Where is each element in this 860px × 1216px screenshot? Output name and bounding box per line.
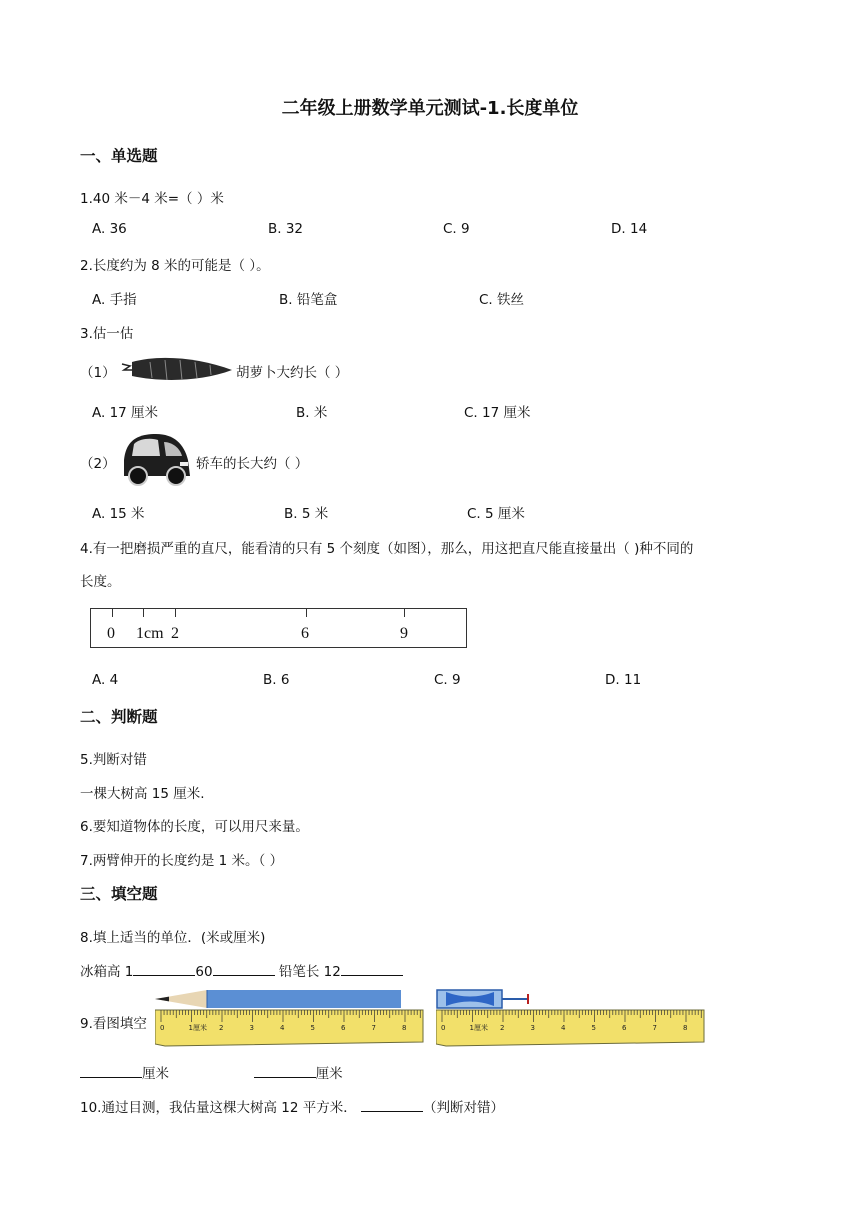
question-4-stem-line1: 4.有一把磨损严重的直尺，能看清的只有 5 个刻度（如图），那么，用这把直尺能直接量出（ )种不同的	[80, 541, 694, 557]
ruler-left	[155, 1008, 425, 1048]
question-2-stem: 2.长度约为 8 米的可能是（ ）。	[80, 258, 270, 274]
ruler-number-label: 7	[371, 1024, 376, 1032]
section-heading-true-false: 二、判断题	[80, 708, 158, 726]
q2-option-a[interactable]: A. 手指	[92, 292, 137, 308]
section-heading-fill-blank: 三、填空题	[80, 885, 158, 903]
question-7-stem: 7.两臂伸开的长度约是 1 米。（ ）	[80, 853, 284, 869]
q3-part1-option-c[interactable]: C. 17 厘米	[464, 405, 531, 421]
pencil-image	[155, 988, 405, 1010]
q4-option-b[interactable]: B. 6	[263, 672, 290, 688]
car-image	[118, 430, 194, 490]
q1-option-a[interactable]: A. 36	[92, 221, 127, 237]
q2-option-c[interactable]: C. 铁丝	[479, 292, 525, 308]
question-1-stem: 1.40 米－4 米=（ ）米	[80, 191, 224, 207]
question-10-suffix: （判断对错）	[423, 1100, 505, 1116]
q9-unit-1: 厘米	[142, 1066, 169, 1082]
q3-part1-number: （1）	[80, 365, 116, 381]
ruler-number-label: 2	[219, 1024, 224, 1032]
question-3-stem: 3.估一估	[80, 326, 134, 342]
ruler-label-1cm: 1cm	[136, 625, 164, 642]
ruler-number-label: 8	[683, 1024, 688, 1032]
connector-image	[436, 988, 532, 1010]
q8-blank-1[interactable]	[133, 963, 195, 976]
q1-option-d[interactable]: D. 14	[611, 221, 648, 237]
ruler-label-2: 2	[171, 625, 179, 642]
q4-option-d[interactable]: D. 11	[605, 672, 642, 688]
section-heading-single-choice: 一、单选题	[80, 147, 158, 165]
question-10-stem: 10.通过目测，我估量这棵大树高 12 平方米．	[80, 1100, 357, 1116]
question-9-stem: 9.看图填空	[80, 1016, 147, 1032]
q8-fridge-value: 60	[195, 964, 213, 980]
ruler-right	[436, 1008, 706, 1048]
ruler-number-label: 1厘米	[469, 1024, 488, 1032]
question-5-text: 一棵大树高 15 厘米.	[80, 786, 205, 802]
ruler-number-label: 4	[280, 1024, 285, 1032]
question-8-stem: 8.填上适当的单位．(米或厘米)	[80, 930, 266, 946]
q9-answer-line	[80, 1062, 343, 1082]
ruler-number-label: 4	[561, 1024, 566, 1032]
q3-part2-number: （2）	[80, 456, 116, 472]
question-6-stem: 6.要知道物体的长度，可以用尺来量。	[80, 819, 309, 835]
q9-unit-2: 厘米	[315, 1066, 343, 1082]
q10-blank[interactable]	[361, 1099, 423, 1112]
q1-option-b[interactable]: B. 32	[268, 221, 304, 237]
q1-option-c[interactable]: C. 9	[443, 221, 470, 237]
ruler-number-label: 6	[341, 1024, 346, 1032]
q3-part1-text: 胡萝卜大约长（ ）	[236, 365, 349, 381]
ruler-number-label: 0	[160, 1024, 165, 1032]
question-10-line	[80, 1096, 504, 1116]
q8-fridge-label: 冰箱高 1	[80, 964, 134, 980]
ruler-label-9: 9	[400, 625, 408, 642]
ruler-number-label: 7	[652, 1024, 657, 1032]
ruler-number-label: 0	[441, 1024, 446, 1032]
q8-blank-3[interactable]	[341, 963, 403, 976]
q8-pencil-label: 铅笔长 12	[278, 964, 341, 980]
worn-ruler	[90, 608, 467, 648]
ruler-number-label: 8	[402, 1024, 407, 1032]
ruler-number-label: 2	[500, 1024, 505, 1032]
q9-blank-1[interactable]	[80, 1065, 142, 1078]
q3-part1-option-a[interactable]: A. 17 厘米	[92, 405, 159, 421]
ruler-label-6: 6	[301, 625, 309, 642]
ruler-number-label: 6	[622, 1024, 627, 1032]
q4-option-a[interactable]: A. 4	[92, 672, 119, 688]
q3-part2-option-b[interactable]: B. 5 米	[284, 506, 329, 522]
ruler-number-label: 3	[249, 1024, 254, 1032]
ruler-number-label: 5	[591, 1024, 596, 1032]
q2-option-b[interactable]: B. 铅笔盒	[279, 292, 338, 308]
q3-part2-option-c[interactable]: C. 5 厘米	[467, 506, 525, 522]
question-8-line	[80, 960, 403, 980]
q9-blank-2[interactable]	[254, 1065, 316, 1078]
question-4-stem-line2: 长度。	[80, 574, 121, 590]
q3-part2-option-a[interactable]: A. 15 米	[92, 506, 145, 522]
q3-part2-text: 轿车的长大约（ ）	[196, 456, 309, 472]
carrot-image	[120, 352, 235, 384]
page-title: 二年级上册数学单元测试-1.长度单位	[281, 98, 579, 119]
ruler-number-label: 3	[530, 1024, 535, 1032]
ruler-number-label: 1厘米	[188, 1024, 207, 1032]
q3-part1-option-b[interactable]: B. 米	[296, 405, 328, 421]
ruler-label-0: 0	[107, 625, 115, 642]
question-5-stem: 5.判断对错	[80, 752, 147, 768]
ruler-number-label: 5	[310, 1024, 315, 1032]
q8-blank-2[interactable]	[213, 963, 275, 976]
q4-option-c[interactable]: C. 9	[434, 672, 461, 688]
